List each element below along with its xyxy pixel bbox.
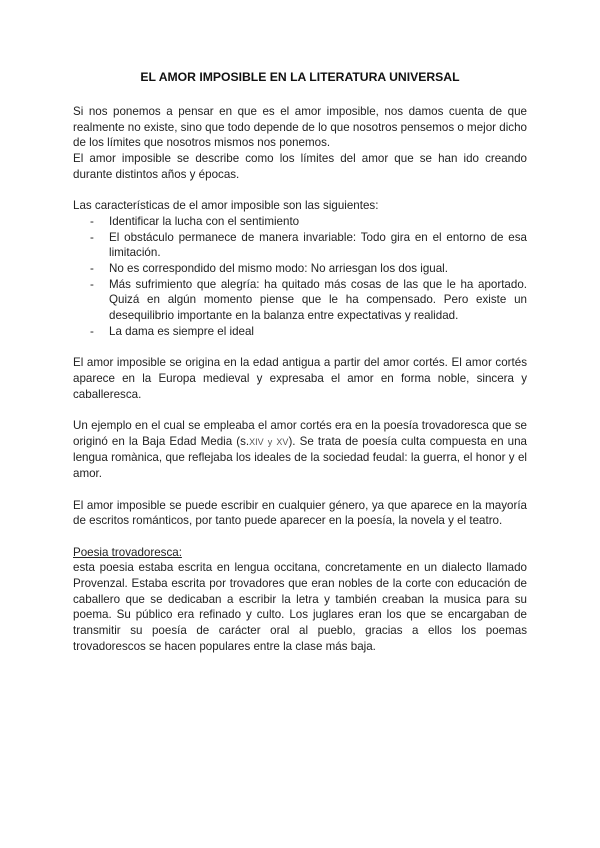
list-item: - El obstáculo permanece de manera invariable: Todo gira en el entorno de esa limitación.: [73, 230, 527, 261]
characteristics-lead: Las características de el amor imposible son las siguientes:: [73, 199, 379, 213]
century-xiv: XIV: [249, 436, 264, 447]
list-item: - Más sufrimiento que alegría: ha quitado más cosas de las que le ha aportado. Quizá en algún momento piense que le ha compensado. Pero existe un desequilibrio importante en la balanza entre expectativas y realidad.: [73, 277, 527, 324]
list-item: - No es correspondido del mismo modo: No arriesgan los dos igual.: [73, 261, 527, 277]
document-body: [73, 70, 527, 655]
paragraph-gap: [73, 402, 527, 418]
list-item: - La dama es siempre el ideal: [73, 324, 527, 340]
origin-paragraph: El amor imposible se origina en la edad antigua a partir del amor cortés. El amor cortés aparece en la Europa medieval y expresaba el amor en forma noble, sincera y caballeresca.: [73, 356, 527, 401]
characteristics-list: [73, 214, 527, 340]
paragraph-gap: [73, 482, 527, 498]
paragraph-gap: [73, 340, 527, 356]
genres-paragraph: El amor imposible se puede escribir en cualquier género, ya que aparece en la mayoría de escritos románticos, por tanto puede aparecer en la poesía, la novela y el teatro.: [73, 498, 527, 528]
example-text-start: Un ejemplo en el cual se empleaba el amor cortés era en la poesía trovadoresca que se originó en la Baja Edad Media (s.: [73, 419, 527, 448]
intro-paragraph-1: Si nos ponemos a pensar en que es el amor imposible, nos damos cuenta de que realmente no existe, sino que todo depende de lo que nosotros pensemos o mejor dicho de los límites que nosotros mismos nos ponemos.: [73, 105, 527, 150]
century-conjunction: y: [267, 436, 273, 447]
paragraph-gap: [73, 529, 527, 545]
example-text-end: ). Se trata de poesía culta compuesta en una lengua romànica, que reflejaba los ideales de la sociedad feudal: la guerra, el honor y el amor.: [73, 434, 527, 481]
intro-paragraph-2: El amor imposible se describe como los límites del amor que se han ido creando durante distintos años y épocas.: [73, 152, 527, 181]
century-xv: XV: [276, 436, 289, 447]
example-paragraph: [73, 418, 527, 482]
page-title: EL AMOR IMPOSIBLE EN LA LITERATURA UNIVERSAL: [140, 70, 460, 84]
troubadour-heading: Poesia trovadoresca:: [73, 545, 182, 559]
list-item: - Identificar la lucha con el sentimiento: [73, 214, 527, 230]
troubadour-paragraph: esta poesia estaba escrita en lengua occitana, concretamente en un dialecto llamado Provenzal. Estaba escrita por trovadores que eran nobles de la corte con educación de caballero que se dedicaban a escribir la letra y también creaban la musica para su poema. Su público era refinado y culto. Los juglares eran los que se encargaban de transmitir su poesía de carácter oral al pueblo, gracias a ellos los poemas trovadorescos se hacen populares entre la clase más baja.: [73, 561, 527, 653]
paragraph-gap: [73, 183, 527, 199]
